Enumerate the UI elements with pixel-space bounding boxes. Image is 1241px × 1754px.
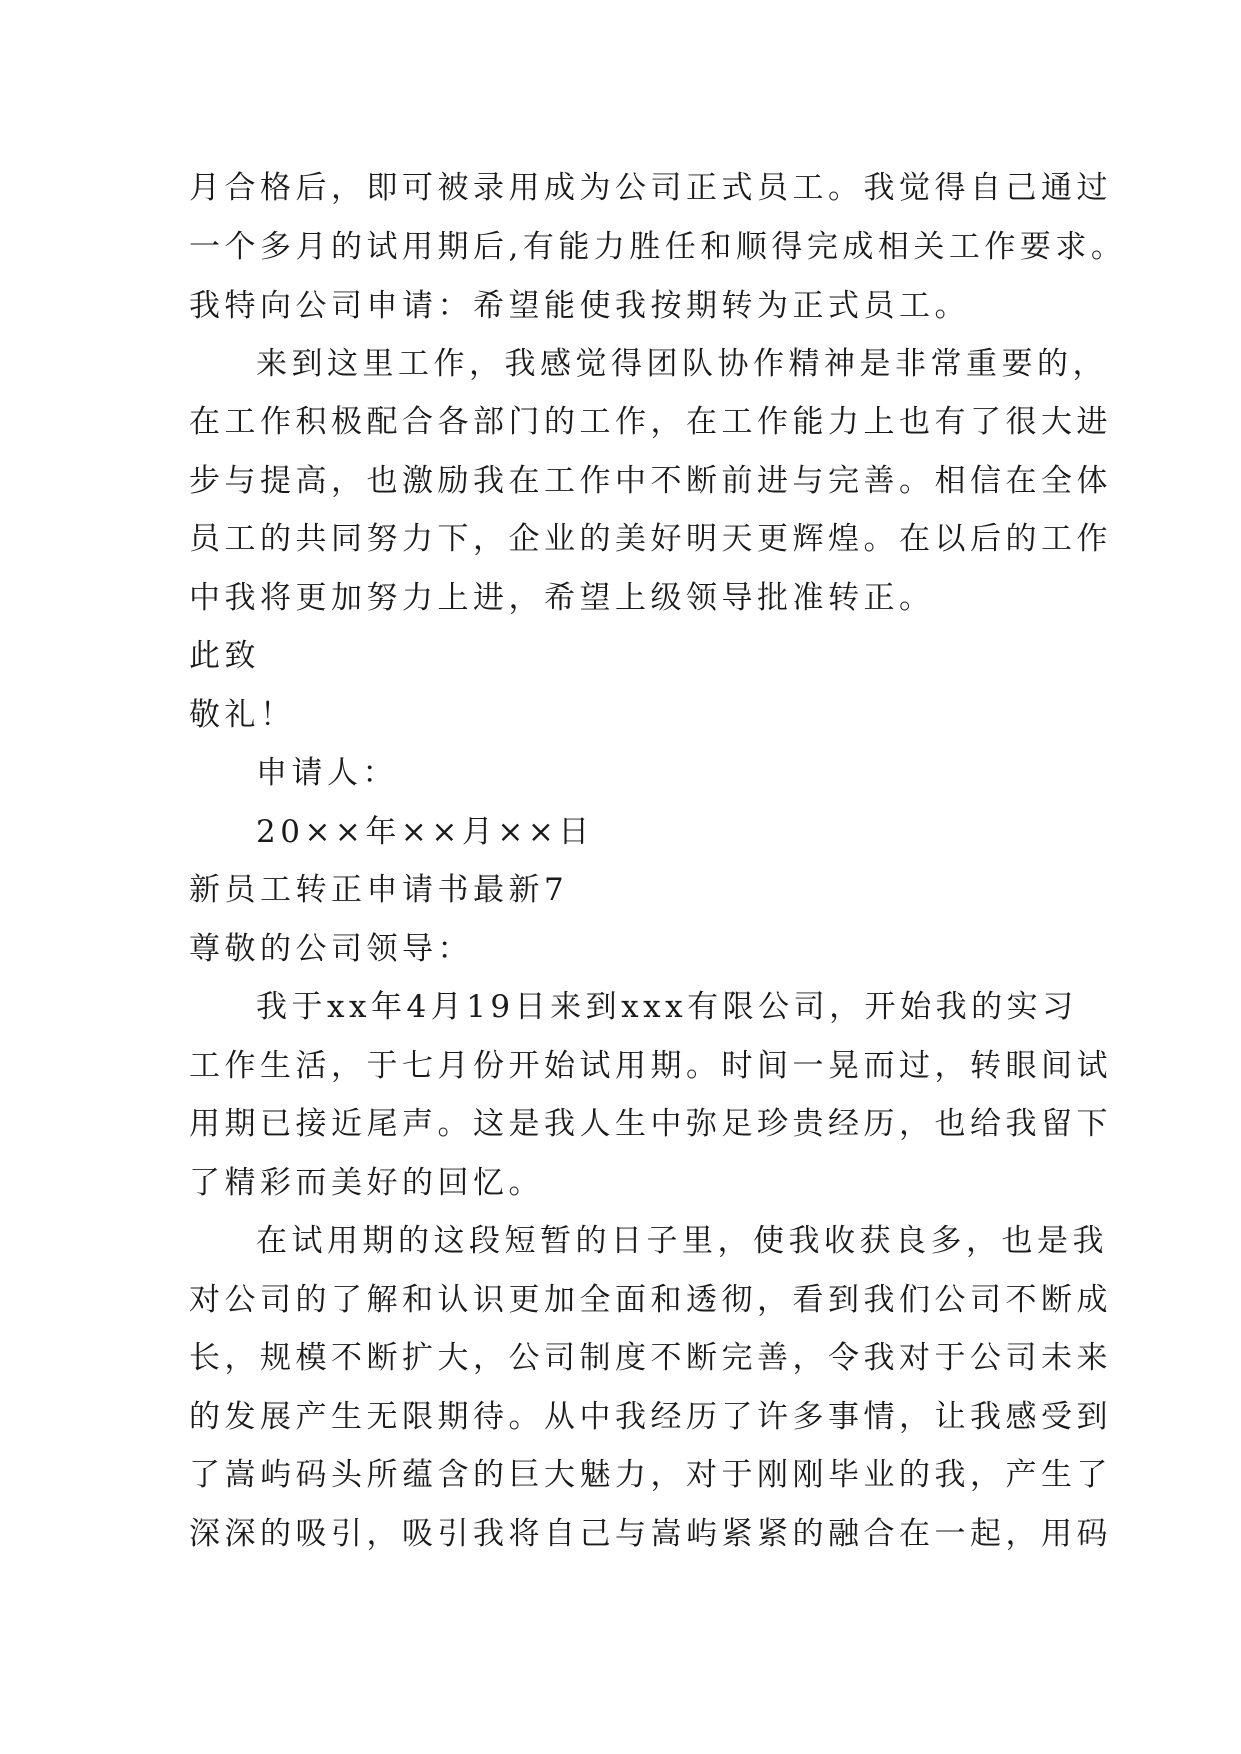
applicant-label: 申请人： — [256, 755, 398, 791]
text-line: 对公司的了解和认识更加全面和透彻，看到我们公司不断成 — [189, 1282, 1112, 1318]
text-line: 月合格后，即可被录用成为公司正式员工。我觉得自己通过 — [189, 170, 1112, 206]
section-title: 新员工转正申请书最新7 — [189, 872, 569, 908]
date-line: 20××年××月××日 — [256, 814, 594, 850]
text-line: 了精彩而美好的回忆。 — [189, 1165, 544, 1201]
text-line: 我特向公司申请：希望能使我按期转为正式员工。 — [189, 288, 970, 324]
text-line: 深深的吸引，吸引我将自己与嵩屿紧紧的融合在一起，用码 — [189, 1516, 1112, 1552]
text-line: 一个多月的试用期后,有能力胜任和顺得完成相关工作要求。 — [189, 229, 1127, 265]
text-line: 长，规模不断扩大，公司制度不断完善，令我对于公司未来 — [189, 1340, 1112, 1376]
paragraph-first-line: 我于xx年4月19日来到xxx有限公司，开始我的实习 — [256, 989, 1078, 1025]
text-line: 工作生活，于七月份开始试用期。时间一晃而过，转眼间试 — [189, 1048, 1112, 1084]
greeting: 尊敬的公司领导： — [189, 931, 473, 967]
closing-regards: 敬礼！ — [189, 697, 296, 733]
text-line: 了嵩屿码头所蕴含的巨大魅力，对于刚刚毕业的我，产生了 — [189, 1457, 1112, 1493]
text-line: 的发展产生无限期待。从中我经历了许多事情，让我感受到 — [189, 1399, 1112, 1435]
text-line: 中我将更加努力上进，希望上级领导批准转正。 — [189, 580, 935, 616]
text-line: 员工的共同努力下，企业的美好明天更辉煌。在以后的工作 — [189, 521, 1112, 557]
paragraph-first-line: 在试用期的这段短暂的日子里，使我收获良多，也是我 — [256, 1223, 1108, 1259]
paragraph-first-line: 来到这里工作，我感觉得团队协作精神是非常重要的， — [256, 346, 1108, 382]
text-line: 用期已接近尾声。这是我人生中弥足珍贵经历，也给我留下 — [189, 1106, 1112, 1142]
text-line: 步与提高，也激励我在工作中不断前进与完善。相信在全体 — [189, 463, 1112, 499]
text-line: 在工作积极配合各部门的工作，在工作能力上也有了很大进 — [189, 404, 1112, 440]
closing-salutation: 此致 — [189, 638, 260, 674]
